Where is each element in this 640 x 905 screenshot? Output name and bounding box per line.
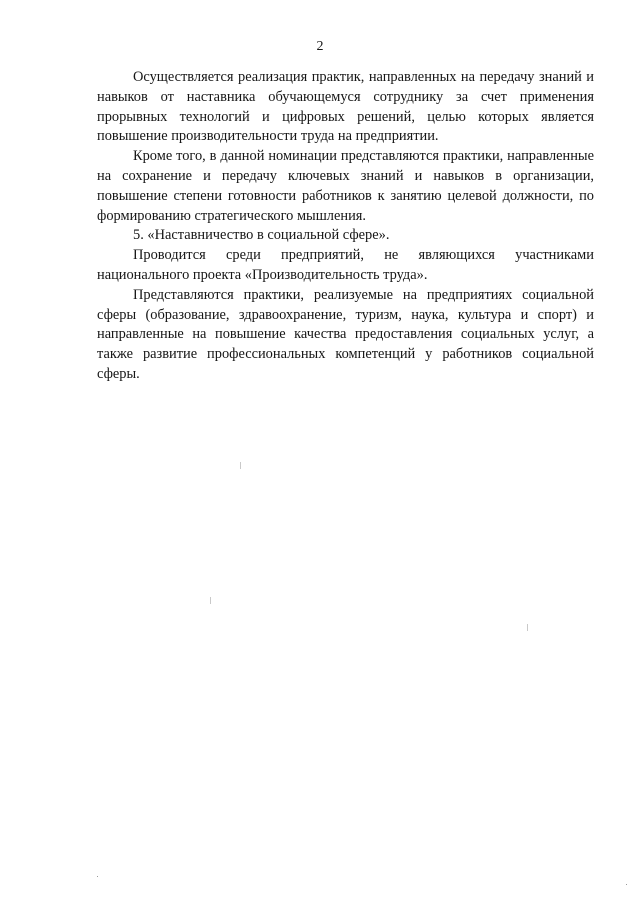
scan-artifact: [210, 597, 211, 604]
scan-artifact: [527, 624, 528, 631]
nomination-heading-social-sphere: 5. «Наставничество в социальной сфере».: [133, 227, 390, 244]
page-number: 2: [316, 39, 324, 54]
paragraph-mentoring-practices: Осуществляется реализация практик, направленных на передачу знаний и навыков от наставника обучающемуся сотруднику за счет применения прорывных технологий и цифровых решений, целью которых является повышение производительности труда на предприятии.: [97, 69, 594, 145]
paragraph-participation-conditions: Проводится среди предприятий, не являющихся участниками национального проекта «Производительность труда».: [97, 247, 594, 283]
paragraph-social-sphere-practices: Представляются практики, реализуемые на предприятиях социальной сферы (образование, здравоохранение, туризм, наука, культура и спорт) и направленные на повышение качества предоставления социальных услуг, а также развитие профессиональных компетенций у работников социальной сферы.: [97, 286, 594, 382]
scan-artifact: [97, 876, 98, 877]
scan-artifact: [626, 884, 627, 885]
scan-artifact: [240, 462, 241, 469]
document-body: [97, 68, 594, 385]
paragraph-knowledge-preservation: Кроме того, в данной номинации представляются практики, направленные на сохранение и передачу ключевых знаний и навыков в организации, повышение степени готовности работников к занятию целевой должности, по формированию стратегического мышления.: [97, 148, 594, 224]
